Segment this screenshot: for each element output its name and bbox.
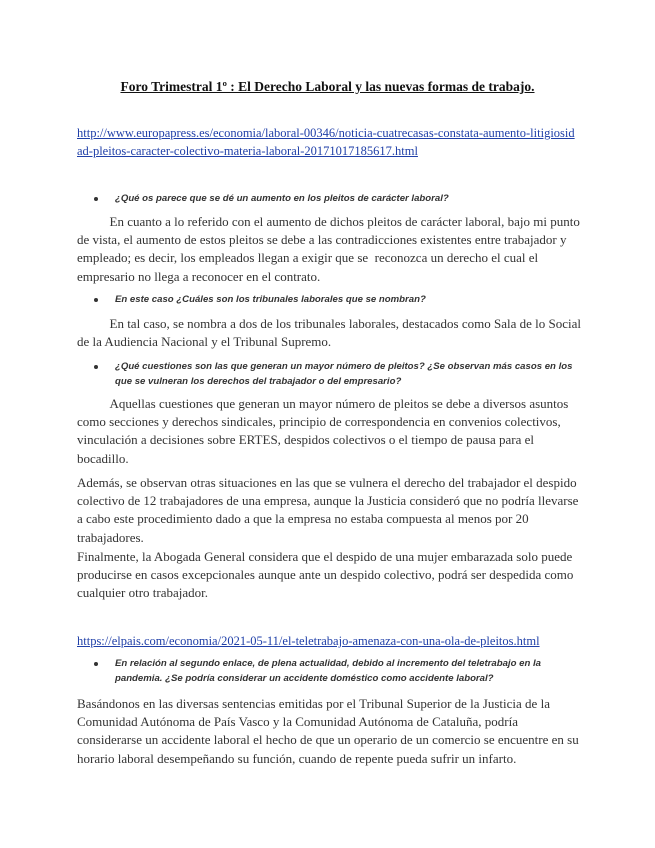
europapress-link[interactable]: http://www.europapress.es/economia/laboral-00346/noticia-cuatrecasas-constata-aumento-litigiosidad-pleitos-caracter-colectivo-materia-laboral-20171017185617.html [77, 126, 575, 158]
question-2-text: En este caso ¿Cuáles son los tribunales laborales que se nombran? [115, 294, 426, 305]
answer-2-paragraph: En tal caso, se nombra a dos de los tribunales laborales, destacados como Sala de lo Social de la Audiencia Nacional y el Tribunal Supremo. [77, 316, 585, 350]
answer-3b-paragraph: Además, se observan otras situaciones en las que se vulnera el derecho del trabajador el despido colectivo de 12 trabajadores de una empresa, aunque la Justicia consideró que no podría llevarse a cabo este procedimiento dado a que la empresa no estaba compuesta al menos por 20 trabajadores. [77, 475, 582, 545]
question-3-text: ¿Qué cuestiones son las que generan un mayor número de pleitos? ¿Se observan más casos en los que se vulneran los derechos del trabajador o del empresario? [115, 361, 573, 387]
answer-4-paragraph: Basándonos en las diversas sentencias emitidas por el Tribunal Superior de la Justicia de la Comunidad Autónoma de País Vasco y la Comunidad Autónoma de Cataluña, podría considerarse un accidente laboral el hecho de que un operario de un comercio se encuentre en su horario laboral desempeñando su función, cuando de repente pueda sufrir un infarto. [77, 696, 582, 766]
bullet-icon [94, 298, 98, 302]
elpais-link[interactable]: https://elpais.com/economia/2021-05-11/el-teletrabajo-amenaza-con-una-ola-de-pleitos.html [77, 634, 540, 648]
question-4-text: En relación al segundo enlace, de plena actualidad, debido al incremento del teletrabajo en la pandemia. ¿Se podría considerar un accidente doméstico como accidente laboral? [115, 658, 541, 684]
question-2 [94, 292, 584, 307]
answer-1-paragraph: En cuanto a lo referido con el aumento de dichos pleitos de carácter laboral, bajo mi punto de vista, el aumento de estos pleitos se debe a las contradicciones existentes entre trabajador y empleado; es decir, los empleados llegan a exigir que se reconozca un derecho el cual el empresario no llega a reconocer en el contrato. [77, 214, 584, 284]
bullet-icon [94, 197, 98, 201]
question-4 [94, 656, 584, 686]
question-1-text: ¿Qué os parece que se dé un aumento en los pleitos de carácter laboral? [115, 193, 449, 204]
answer-3-paragraph: Aquellas cuestiones que generan un mayor número de pleitos se debe a diversos asuntos como secciones y derechos sindicales, principio de correspondencia en convenios colectivos, vinculación a decisiones sobre ERTES, despidos colectivos o el tiempo de pausa para el bocadillo. [77, 396, 572, 466]
question-3 [94, 359, 584, 389]
answer-3c-paragraph: Finalmente, la Abogada General considera que el despido de una mujer embarazada solo puede producirse en casos excepcionales aunque ante un despido colectivo, podrá ser despedida como cualquier otro trabajador. [77, 549, 577, 601]
question-1 [94, 191, 584, 206]
document-title: Foro Trimestral 1º : El Derecho Laboral y las nuevas formas de trabajo. [120, 79, 535, 94]
bullet-icon [94, 662, 98, 666]
bullet-icon [94, 365, 98, 369]
